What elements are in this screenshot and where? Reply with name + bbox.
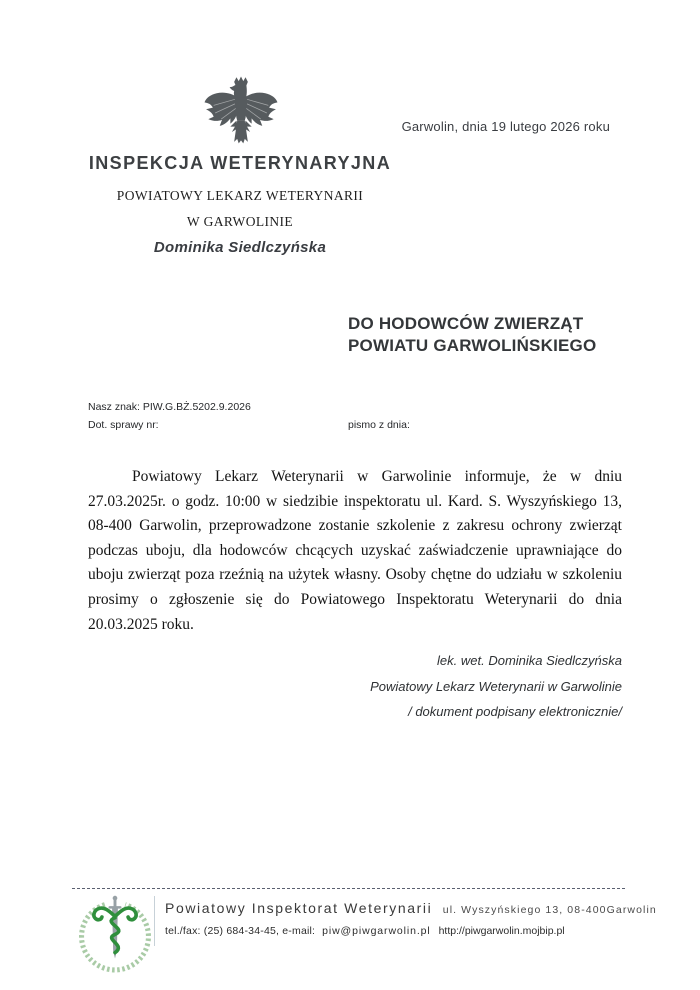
org-person-name: Dominika Siedlczyńska	[153, 239, 327, 256]
addressee-line-2: POWIATU GARWOLIŃSKIEGO	[348, 336, 597, 355]
signature-title: Powiatowy Lekarz Weterynarii w Garwolinie	[370, 678, 622, 694]
reference-number: Nasz znak: PIW.G.BŻ.5202.9.2026	[88, 401, 251, 413]
footer-contact-block	[165, 900, 657, 937]
footer-contact-line	[165, 925, 645, 937]
veterinary-caduceus-icon	[78, 893, 152, 973]
footer-org-address: ul. Wyszyńskiego 13, 08-400Garwolin	[442, 904, 657, 916]
case-number-label: Dot. sprawy nr:	[88, 419, 159, 431]
org-name-vet-officer: POWIATOWY LEKARZ WETERYNARII	[116, 188, 364, 203]
footer-website-url: http://piwgarwolin.mojbip.pl	[438, 925, 565, 937]
letter-date-label: pismo z dnia:	[348, 419, 410, 431]
letter-body-paragraph: Powiatowy Lekarz Weterynarii w Garwolinie informuje, że w dniu 27.03.2025r. o godz. 10:00 w siedzibie inspektoratu ul. Kard. S. Wyszyńskiego 13, 08-400 Garwolin, przeprowadzone zostanie szkolenie z zakresu ochrony zwierząt podczas uboju, dla hodowców chcących uzyskać zaświadczenie uprawniające do uboju zwierząt poza rzeźnią na użytek własny. Osoby chętne do udziału w szkoleniu prosimy o zgłoszenie się do Powiatowego Inspektoratu Weterynarii do dnia 20.03.2025 roku.	[88, 468, 622, 633]
footer-divider	[72, 888, 625, 889]
footer-org-line	[165, 900, 657, 918]
addressee-block	[348, 313, 596, 357]
footer-separator-line	[154, 896, 155, 946]
footer-phone-email-labels: tel./fax: (25) 684-34-45, e-mail:	[165, 925, 316, 937]
org-location: W GARWOLINIE	[186, 214, 294, 229]
signature-electronic-note: / dokument podpisany elektronicznie/	[408, 704, 622, 719]
footer-org-name: Powiatowy Inspektorat Weterynarii	[165, 900, 433, 916]
signature-block	[262, 648, 622, 725]
date-line: Garwolin, dnia 19 lutego 2026 roku	[401, 119, 610, 134]
org-name-inspection: INSPEKCJA WETERYNARYJNA	[88, 153, 392, 173]
footer-email-address: piw@piwgarwolin.pl	[322, 925, 431, 937]
signature-name: lek. wet. Dominika Siedlczyńska	[437, 653, 622, 668]
org-header-block	[0, 153, 480, 256]
polish-eagle-emblem-icon	[203, 72, 279, 154]
addressee-line-1: DO HODOWCÓW ZWIERZĄT	[348, 314, 584, 333]
